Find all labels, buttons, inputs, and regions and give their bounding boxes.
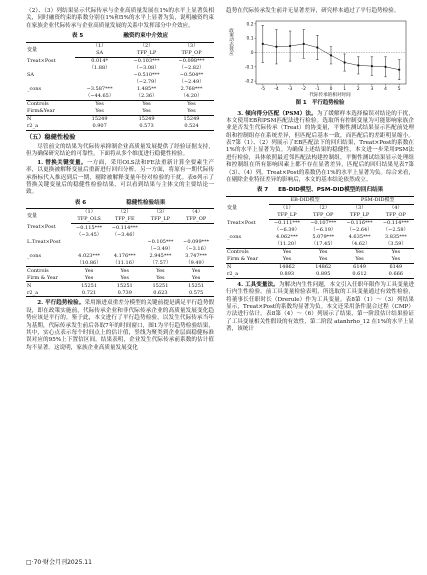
y-tick-label: 0.1: [246, 37, 254, 43]
subsection-4-text: 为解决内生性问题，本文引入任职年限作为工具变量进行内生性检验。前工具变量检验表明，所选取的工具变量通过有效性检验，将董事长任职时长（Drerule）作为工具变量。表8第（1）～（3）列结果显示，Treat×Post的系数均显著为负。本文还采用条件混合过程（CMP）方法进行估计。表8第（4）～（6）列展示了结果，第一阶段估计结果验证了工具变量相关性假设的有效性，第二阶段 atanhrho_12 在1%的水平上显著，该统计: [226, 281, 414, 333]
table5-colname: TFP_LP: [124, 50, 169, 58]
table-row: Treat×Post −0.111*** −0.107*** −0.116*** −0.114***: [227, 219, 409, 227]
table7-caption: [226, 187, 414, 194]
table-row: _cons 4.062*** 5.079*** 4.635*** 3.835***: [227, 234, 407, 241]
estimate-point: [371, 65, 373, 67]
table-row: _cons 4.023*** 4.176*** 2.945*** 3.747***: [27, 252, 208, 259]
subsection-3-title: 3. 倾向得分匹配（PSM）法。: [237, 110, 317, 117]
table5-colname: SA: [75, 50, 124, 58]
table6-colnum: （4）: [178, 209, 214, 217]
estimate-point: [357, 65, 359, 67]
parallel-trend-chart: [226, 16, 414, 98]
estimate-point: [384, 66, 386, 68]
table5: [26, 42, 214, 131]
table6-colnum: （3）: [143, 209, 179, 217]
x-tick-label: 5: [397, 87, 401, 93]
table6-caption: [26, 200, 214, 207]
subsection-2: [26, 300, 214, 352]
table-row: （−6.39） （−6.19） （−2.64） （−2.58）: [274, 227, 409, 234]
table-row: L.Treat×Post −0.105*** −0.099***: [27, 238, 210, 245]
parallel-trend-figure: [226, 16, 414, 98]
x-tick-label: 0: [329, 87, 333, 93]
x-tick-label: -3: [287, 87, 293, 93]
page-footer: □·70·财会月刊2025.11: [26, 559, 92, 566]
estimate-point: [316, 47, 318, 49]
table-row: （10.86） （11.16） （7.57） （9.49）: [76, 259, 207, 266]
table7-number: 表 7: [256, 187, 269, 194]
x-tick-label: 3: [370, 87, 374, 93]
table7-colname: TFP_LP: [269, 212, 305, 220]
table-row: Firm & Year Yes Yes Yes Yes: [227, 256, 401, 263]
subsection-3-text: 为了缓解样本选择偏误对结论的干扰，本文使用EB和PSM匹配法进行检验。选取所有控制变量为可能影响家族企业是否发生代际传承（Treat）的协变量，平衡性测试结果显示匹配前处理组和控制组存在系统差异，但匹配后基本一致，而匹配后的差距明显缩小。表7第（1）、（2）列展示了EB匹配法下的回归结果，Treat×Post的系数在1%的水平上显著为负。为确保上述结果的稳健性，本文进一步采用PSM法进行检验，具体依照最近邻匹配法构建控制组，平衡性测试结果显示处理组和控制组在所有影响因素上都不存在显著差异，匹配后的回归结果见表7第（3）、（4）列，Treat×Post的系数仍在1%的水平上显著为负。综合来看，在剔除企业特征差异的影响后，本文的基本结论依然成立。: [226, 110, 414, 183]
subsection-1-title: 1. 替换关键变量。: [37, 159, 87, 166]
estimate-point: [344, 62, 346, 64]
table-row: _cons −3.587*** 1.485** 2.768***: [27, 86, 203, 93]
y-tick-label: 0: [250, 51, 254, 57]
figure-caption: 图 1 平行趋势检验: [295, 100, 345, 107]
subsection-1: [26, 160, 214, 197]
table6-number: 表 6: [74, 199, 87, 206]
x-tick-label: -5: [260, 87, 266, 93]
x-tick-label: 1: [343, 87, 347, 93]
subsection-3: [226, 111, 414, 185]
table7-header-variable: 变量: [226, 196, 269, 219]
table5-colnum: （2）: [124, 42, 169, 50]
x-tick-label: -2: [301, 87, 306, 93]
table7-title: EB-DID模型、PSM-DID模型的回归结果: [278, 187, 384, 194]
left-column: [26, 8, 214, 353]
subsection-2-title: 2. 平行趋势检验。: [37, 300, 85, 307]
estimate-point: [330, 55, 332, 57]
table-row: r2_a 0.907 0.573 0.524: [26, 123, 214, 131]
estimate-point: [289, 45, 291, 47]
table-row: r2_a 0.893 0.895 0.612 0.666: [226, 271, 414, 279]
table7: [226, 196, 414, 279]
table6-header-variable: 变量: [26, 209, 71, 224]
subsection-2-text: 采用渐进双重差分模型的关键前提是满足平行趋势假设，即在政策实施前，代际传承企业和非代际传承企业的高质量发展变化趋势应该是平行的。鉴于此，本文进行了平行趋势检验，以发生代际传承当年为基期，代际传承发生前后各取7年的时间窗口，图1为平行趋势检验结果，其中，实心点表示每个时间点上的估计值，竖线为聚类到企业层面稳健标准误对应的95%上下置信区间。结果表明，企业发生代际传承前系数的估计值均不显著。这说明，家族企业高质量发展变化: [26, 300, 214, 351]
y-tick-label: -0.1: [244, 65, 254, 71]
table-row: Firm & Year Yes Yes Yes Yes: [27, 274, 201, 281]
table5-caption: [26, 33, 214, 40]
right-column: [226, 8, 414, 335]
subsection-4-title: 4. 工具变量法。: [237, 281, 279, 288]
table6-colname: TFP_LP: [143, 216, 179, 224]
table-row: （1.88） （−3.08） （−2.82）: [89, 64, 205, 71]
table-row: N 15249 15249 15249: [26, 115, 214, 123]
table7-colnum: （3）: [352, 205, 367, 212]
table-row: （11.20） （17.45） （4.62） （3.59）: [274, 241, 407, 248]
table-row: （−2.79） （−2.49）: [133, 79, 205, 86]
table5-number: 表 5: [71, 33, 84, 40]
table7-colname: TFP_OP: [378, 212, 414, 220]
subsection-4: [226, 282, 414, 334]
table-row: Firm&Year Yes Yes Yes: [27, 108, 196, 115]
table6-title: 稳健性检验结果: [126, 199, 166, 206]
estimate-point: [303, 43, 305, 45]
x-tick-label: -1: [315, 87, 320, 93]
table7-colnum: （1）: [280, 205, 294, 212]
table7-group: PSM-DID模型: [341, 196, 414, 204]
robustness-intro: 尽管前文的结果为代际传承抑制企业高质量发展提供了经验证据支持，但为确保研究结论的可靠性，下面将从多个维度进行稳健性检验。: [26, 144, 214, 158]
table7-colnum: （4）: [389, 205, 403, 212]
table7-group: EB-DID模型: [269, 196, 342, 204]
table-row: Controls Yes Yes Yes: [26, 100, 214, 108]
table5-colnum: （1）: [75, 42, 124, 50]
table-row: r2_a 0.721 0.739 0.623 0.575: [26, 289, 214, 297]
estimate-point: [262, 43, 264, 45]
table5-colname: TFP_OP: [169, 50, 214, 58]
y-tick-label: -0.2: [244, 80, 254, 86]
table7-colnum: （2）: [316, 205, 330, 212]
table-row: （−44.65） （2.36） （4.20）: [85, 93, 203, 100]
x-tick-label: 4: [384, 87, 387, 93]
table-row: （−3.45） （−3.46）: [76, 231, 138, 238]
intro-paragraph: （2）、（3）列结果显示代际传承与企业高质量发展在1%的水平上显著负相关，同时融资约束的系数分别在1%和5%的水平上显著为负，说明融资约束在家族企业代际传承与企业高质量发展的关系中发挥部分中介效应。: [26, 8, 214, 29]
continued-paragraph: 趋势在代际传承发生前并无显著差异，研究样本通过了平行趋势检验。: [226, 8, 400, 14]
table5-colnum: （3）: [169, 42, 214, 50]
table5-title: 融资约束中介效应: [123, 33, 169, 40]
table6-colname: TFP_FE: [107, 216, 143, 224]
table-row: SA −0.510*** −0.504**: [27, 72, 204, 79]
table6-colname: TFP_OLS: [71, 216, 107, 224]
chart-ylabel: 政策动态效应: [228, 28, 234, 56]
table-row: N 14862 14862 6149 6149: [226, 263, 414, 271]
table6: [26, 208, 214, 297]
table6-colname: TFP_OP: [178, 216, 214, 224]
chart-xlabel: 代际传承的相对时间: [309, 93, 351, 99]
table5-header-variable: 变量: [26, 42, 75, 57]
table-row: N 15251 15251 15251 15251: [26, 282, 214, 290]
x-tick-label: -4: [274, 87, 279, 93]
table-row: Treat×Post −0.115*** −0.114***: [27, 224, 138, 231]
table6-colnum: （1）: [71, 209, 107, 217]
estimate-point: [275, 46, 277, 48]
table-row: Controls Yes Yes Yes Yes: [226, 248, 414, 256]
y-tick-label: 0.2: [246, 22, 254, 28]
table-row: Treat×Post 0.014* −0.103*** −0.098***: [27, 57, 205, 64]
section-title-robustness: （五）稳健性检验: [26, 133, 76, 141]
table-row: Controls Yes Yes Yes Yes: [26, 267, 214, 275]
table-row: （−3.49） （−3.16）: [147, 245, 209, 252]
table6-colnum: （2）: [107, 209, 143, 217]
table7-colname: TFP_OP: [305, 212, 341, 220]
subsection-1-text: 一方面，采用OLS法和FE法重新计算全要素生产率，以更换被解释变量后重新进行回归分析。另一方面，将原有一期代际传承指标代入推迟到后一期，剔除被解释变量年份对检验的干扰。表6列示了替换关键变量后的稳健性检验结果，可以看到结果与主体文的主要结论一致。: [26, 159, 214, 196]
table7-colname: TFP_LP: [341, 212, 377, 220]
estimate-point: [398, 69, 400, 71]
x-tick-label: 2: [356, 87, 360, 93]
